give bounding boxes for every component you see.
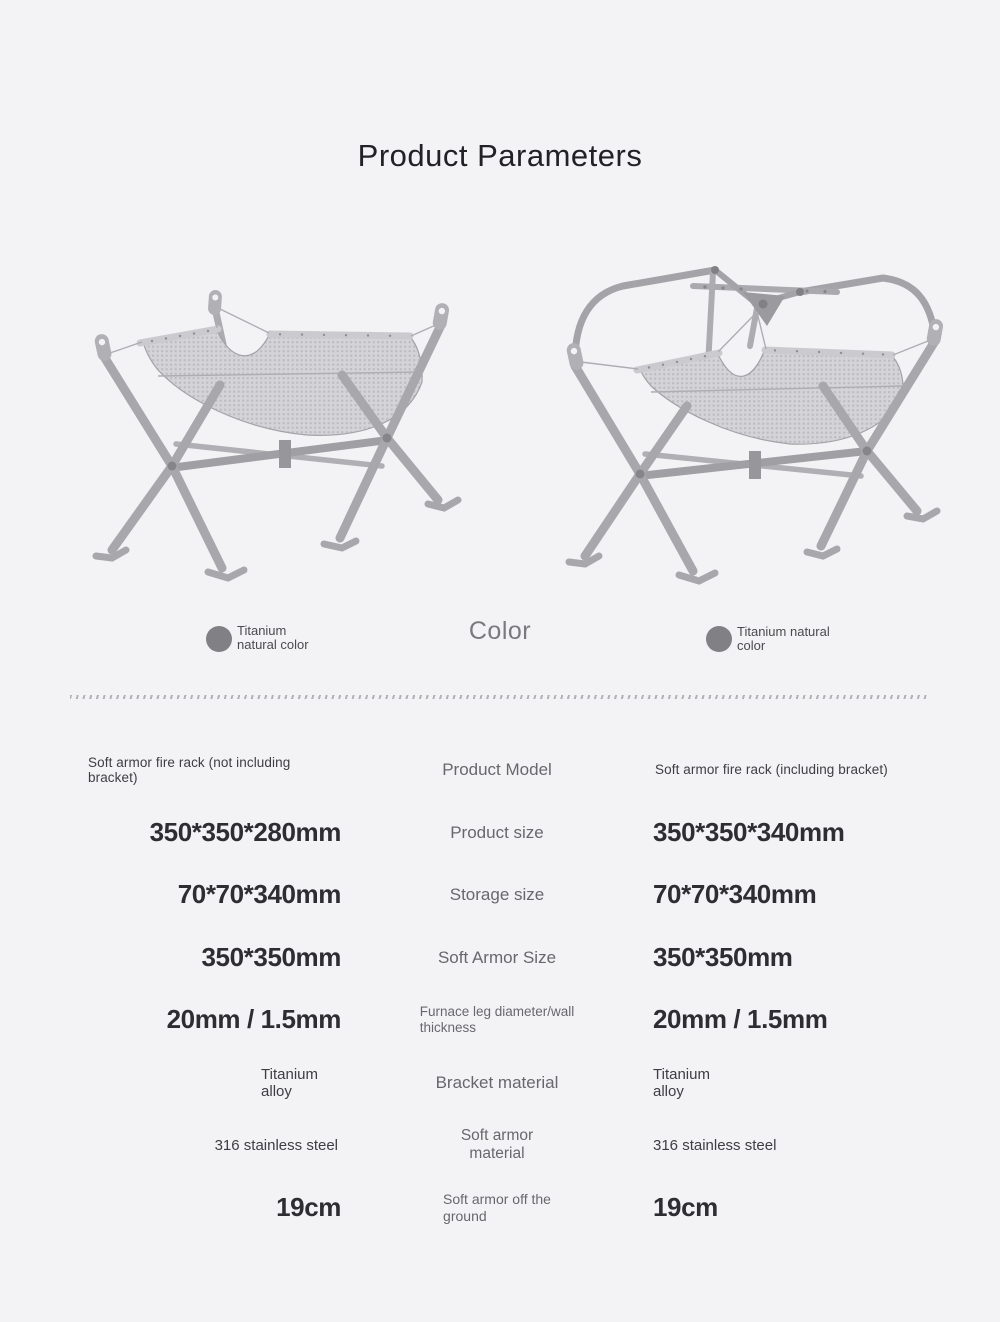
- swatch-label-left-line1: Titanium: [237, 623, 287, 638]
- feet: [569, 511, 937, 581]
- spec-label-line2: thickness: [419, 1020, 476, 1036]
- spec-right-line1: Titanium: [653, 1065, 710, 1083]
- mesh-basket: [143, 328, 422, 435]
- spec-label-line2: material: [469, 1145, 525, 1163]
- swatch-label-left: [237, 624, 309, 652]
- spec-left-line1: Titanium: [261, 1065, 318, 1083]
- spec-left-value: 70*70*340mm: [177, 879, 341, 910]
- swatch-label-right-line1: Titanium natural: [737, 624, 830, 639]
- color-heading: Color: [468, 617, 532, 645]
- spec-label: [341, 1127, 653, 1164]
- swatch-label-right: [737, 625, 830, 653]
- spec-right-value: 350*350*340mm: [653, 816, 845, 847]
- page-title: Product Parameters: [357, 138, 643, 173]
- spec-row-bracket-material: [0, 1052, 1000, 1115]
- spec-right-value: 19cm: [653, 1191, 718, 1222]
- spec-left-line2: alloy: [261, 1082, 292, 1100]
- spec-right-value: [653, 1066, 1000, 1101]
- feet: [96, 500, 458, 578]
- spec-row-ground-clearance: [0, 1177, 1000, 1240]
- crossbar: [170, 440, 388, 468]
- spec-row-storage-size: [0, 864, 1000, 927]
- hanging-bracket: [575, 266, 935, 366]
- spec-label: [420, 1004, 575, 1036]
- spec-right-value: Soft armor fire rack (including bracket): [655, 762, 888, 778]
- spec-left-value: [261, 1066, 318, 1101]
- spec-label-line2: ground: [443, 1207, 487, 1224]
- spec-row-product-size: [0, 802, 1000, 865]
- spec-label-line1: Soft armor off the: [443, 1191, 551, 1208]
- spec-right-value: 20mm / 1.5mm: [653, 1004, 828, 1035]
- spec-right-value: 316 stainless steel: [653, 1136, 777, 1154]
- crossbar: [639, 451, 867, 479]
- dashed-divider: [70, 695, 930, 699]
- spec-label-line1: Soft armor: [460, 1126, 534, 1144]
- product-photo-fire-rack-no-bracket: [70, 250, 480, 615]
- spec-row-soft-armor-size: [0, 927, 1000, 990]
- spec-label: [443, 1191, 551, 1224]
- spec-row-product-model: [0, 739, 1000, 802]
- spec-right-value: 350*350mm: [653, 941, 793, 972]
- spec-label-line1: Furnace leg diameter/wall: [419, 1004, 575, 1020]
- spec-row-soft-armor-material: [0, 1114, 1000, 1177]
- spec-label: Storage size: [449, 885, 545, 905]
- spec-right-value: 70*70*340mm: [653, 879, 817, 910]
- spec-label: Product size: [450, 822, 544, 842]
- spec-left-value: 316 stainless steel: [214, 1136, 338, 1154]
- spec-row-leg-diameter: [0, 989, 1000, 1052]
- spec-right-line2: alloy: [653, 1082, 684, 1100]
- spec-left-value: 19cm: [276, 1191, 341, 1222]
- spec-left-value: 20mm / 1.5mm: [166, 1004, 341, 1035]
- product-photo-fire-rack-with-bracket: [545, 246, 975, 616]
- spec-table: [0, 739, 1000, 1239]
- color-swatch-titanium-left: [206, 626, 232, 652]
- spec-label: Product Model: [442, 760, 552, 780]
- spec-label: Soft Armor Size: [437, 947, 557, 967]
- swatch-label-left-line2: natural color: [237, 637, 309, 653]
- spec-left-value: 350*350mm: [201, 941, 341, 972]
- swatch-label-right-line2: color: [737, 638, 766, 654]
- spec-left-value: Soft armor fire rack (not including bracket): [88, 754, 291, 786]
- spec-left-value: 350*350*280mm: [149, 816, 341, 847]
- color-swatch-titanium-right: [706, 626, 732, 652]
- spec-label: Bracket material: [435, 1072, 559, 1092]
